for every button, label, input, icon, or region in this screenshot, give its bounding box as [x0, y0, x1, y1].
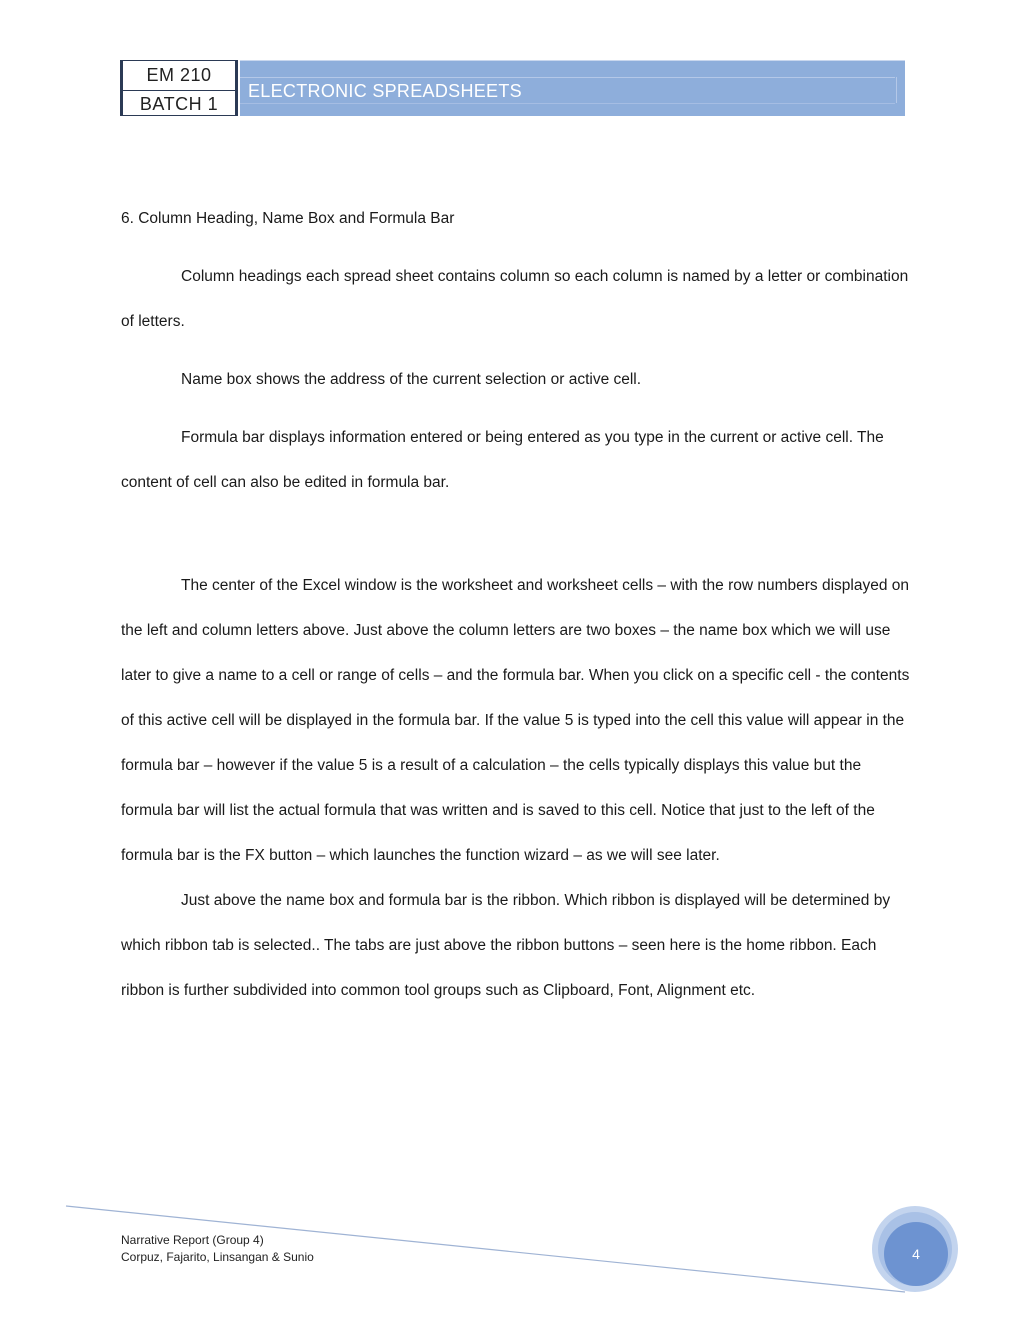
footer-authors: Corpuz, Fajarito, Linsangan & Sunio: [121, 1250, 314, 1264]
course-batch: BATCH 1: [139, 94, 219, 114]
paragraph-name-box: Name box shows the address of the current selection or active cell.: [181, 371, 642, 388]
document-title: ELECTRONIC SPREADSHEETS: [248, 81, 522, 101]
paragraph-excel-window: The center of the Excel window is the worksheet and worksheet cells – with the row numbers displayed on the left and column letters above. Just above the column letters are two boxes – the name box which we will use later to give a name to a cell or range of cells – and the formula bar. When you click on a specific cell - the contents of this active cell will be displayed in the formula bar. If the value 5 is typed into the cell this value will appear in the formula bar – however if the value 5 is a result of a calculation – the cells typically displays this value but the formula bar will list the actual formula that was written and is saved to this cell. Notice that just to the left of the formula bar is the FX button – which launches the function wizard – as we will see later.: [121, 577, 910, 864]
paragraph-ribbon: Just above the name box and formula bar is the ribbon. Which ribbon is displayed will be determined by which ribbon tab is selected.. The tabs are just above the ribbon buttons – seen here is the home ribbon. Each ribbon is further subdivided into common tool groups such as Clipboard, Font, Alignment etc.: [121, 892, 891, 999]
footer-report: Narrative Report (Group 4): [121, 1233, 264, 1247]
footer: [121, 1232, 314, 1266]
paragraph-column-headings: Column headings each spread sheet contains column so each column is named by a letter or combination of letters.: [121, 268, 909, 330]
paragraph-formula-bar: Formula bar displays information entered or being entered as you type in the current or active cell. The content of cell can also be edited in formula bar.: [121, 429, 884, 491]
section-heading: 6. Column Heading, Name Box and Formula Bar: [121, 210, 455, 227]
course-code: EM 210: [146, 65, 212, 85]
page-number: 4: [912, 1246, 920, 1262]
